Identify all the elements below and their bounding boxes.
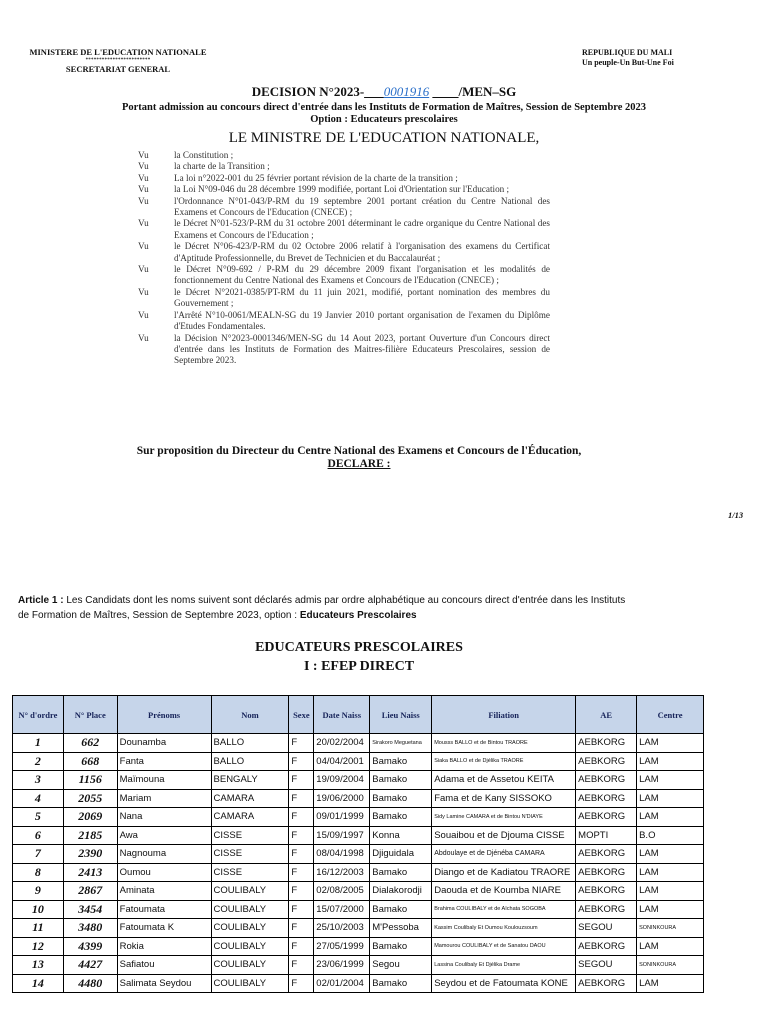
visa-text: le Décret N°09-692 / P-RM du 29 décembre 2009 fixant l'organisation et les modalités de fonctionnement du Centre National des Examens et Concours de l'Education (CNECE) ; xyxy=(174,264,550,286)
order-number-cell: 4 xyxy=(13,789,64,808)
section-subtitle: I : EFEP DIRECT xyxy=(303,659,415,674)
table-header-row xyxy=(13,696,704,734)
visa-text: la Loi N°09-046 du 28 décembre 1999 modifiée, portant Loi d'Orientation sur l'Education ; xyxy=(174,184,510,195)
decision-subtitle xyxy=(0,102,768,126)
table-row xyxy=(13,956,704,975)
visa-text: la charte de la Transition ; xyxy=(174,161,270,172)
place-number-cell: 3454 xyxy=(63,900,117,919)
parentage-cell: Souaibou et de Djouma CISSE xyxy=(432,826,576,845)
birth-date-cell: 02/08/2005 xyxy=(314,882,370,901)
sex-cell: F xyxy=(289,826,314,845)
birth-place-cell: Segou xyxy=(370,956,432,975)
last-name-cell: CISSE xyxy=(211,863,289,882)
republic-header xyxy=(582,48,722,68)
parentage-cell: Sidy Lamine CAMARA et de Bintou N'DIAYE xyxy=(432,808,576,827)
parentage-cell: Mamourou COULIBALY et de Sanatou DAOU xyxy=(432,937,576,956)
exam-center-cell: LAM xyxy=(637,863,704,882)
parentage-cell: Fama et de Kany SISSOKO xyxy=(432,789,576,808)
academy-cell: AEBKORG xyxy=(576,808,637,827)
column-header: Nom xyxy=(211,696,289,734)
last-name-cell: BENGALY xyxy=(211,771,289,790)
column-header: N° d'ordre xyxy=(13,696,64,734)
birth-date-cell: 16/12/2003 xyxy=(314,863,370,882)
visa-item xyxy=(138,218,550,241)
table-row xyxy=(13,771,704,790)
visa-key: Vu xyxy=(138,218,149,229)
table-row xyxy=(13,845,704,864)
academy-cell: AEBKORG xyxy=(576,771,637,790)
academy-cell: AEBKORG xyxy=(576,752,637,771)
place-number-cell: 2413 xyxy=(63,863,117,882)
place-number-cell: 2390 xyxy=(63,845,117,864)
column-header: N° Place xyxy=(63,696,117,734)
first-name-cell: Fatoumata xyxy=(117,900,211,919)
last-name-cell: CISSE xyxy=(211,826,289,845)
last-name-cell: COULIBALY xyxy=(211,900,289,919)
order-number-cell: 14 xyxy=(13,974,64,993)
visa-item xyxy=(138,196,550,219)
table-row xyxy=(13,826,704,845)
minister-title: LE MINISTRE DE L'EDUCATION NATIONALE, xyxy=(228,130,540,146)
birth-date-cell: 08/04/1998 xyxy=(314,845,370,864)
exam-center-cell: LAM xyxy=(637,937,704,956)
visa-item xyxy=(138,287,550,310)
birth-date-cell: 25/10/2003 xyxy=(314,919,370,938)
visa-item xyxy=(138,310,550,333)
first-name-cell: Nana xyxy=(117,808,211,827)
section-title: EDUCATEURS PRESCOLAIRES xyxy=(255,640,463,655)
parentage-cell: Daouda et de Koumba NIARE xyxy=(432,882,576,901)
first-name-cell: Salimata Seydou xyxy=(117,974,211,993)
last-name-cell: CAMARA xyxy=(211,789,289,808)
place-number-cell: 2055 xyxy=(63,789,117,808)
table-row xyxy=(13,863,704,882)
order-number-cell: 1 xyxy=(13,734,64,753)
birth-date-cell: 09/01/1999 xyxy=(314,808,370,827)
birth-place-cell: Bamako xyxy=(370,863,432,882)
decision-suffix: /MEN–SG xyxy=(458,84,517,99)
exam-center-cell: LAM xyxy=(637,808,704,827)
sex-cell: F xyxy=(289,771,314,790)
order-number-cell: 8 xyxy=(13,863,64,882)
visa-text: la Constitution ; xyxy=(174,150,234,160)
table-row xyxy=(13,937,704,956)
academy-cell: AEBKORG xyxy=(576,882,637,901)
decision-prefix: DECISION N°2023- xyxy=(251,84,365,99)
decision-number: 0001916 xyxy=(383,84,430,99)
last-name-cell: CAMARA xyxy=(211,808,289,827)
birth-place-cell: Bamako xyxy=(370,937,432,956)
article-1 xyxy=(18,593,628,623)
visa-text: le Décret N°06-423/P-RM du 02 Octobre 2006 relatif à l'organisation des examens du Certificat d'Aptitude Professionnelle, du Brevet de Technicien et du Baccalauréat ; xyxy=(174,241,550,263)
visa-text: le Décret N°01-523/P-RM du 31 octobre 2001 déterminant le cadre organique du Centre National des Examens et Concours de l'Education ; xyxy=(174,218,550,240)
birth-date-cell: 19/06/2000 xyxy=(314,789,370,808)
visa-item xyxy=(138,264,550,287)
ministry-name: MINISTERE DE L'EDUCATION NATIONALE xyxy=(29,47,207,57)
visa-text: la Décision N°2023-0001346/MEN-SG du 14 Aout 2023, portant Ouverture d'un Concours direct d'entrée dans les Instituts de Formation des Maitres-filière Educateurs Prescolaires, session de Septembre 2023. xyxy=(174,332,550,366)
visa-key: Vu xyxy=(138,161,149,172)
column-header: Date Naiss xyxy=(314,696,370,734)
visa-item xyxy=(138,333,550,367)
table-row xyxy=(13,974,704,993)
place-number-cell: 1156 xyxy=(63,771,117,790)
decision-blank-2: ____ xyxy=(432,84,459,99)
exam-center-cell: LAM xyxy=(637,882,704,901)
proposition-block xyxy=(0,445,718,471)
visa-key: Vu xyxy=(138,195,149,206)
republic-motto: Un peuple-Un But-Une Foi xyxy=(582,58,674,67)
sex-cell: F xyxy=(289,956,314,975)
last-name-cell: COULIBALY xyxy=(211,919,289,938)
sex-cell: F xyxy=(289,734,314,753)
order-number-cell: 2 xyxy=(13,752,64,771)
birth-place-cell: Bamako xyxy=(370,974,432,993)
birth-place-cell: Bamako xyxy=(370,771,432,790)
birth-date-cell: 15/09/1997 xyxy=(314,826,370,845)
first-name-cell: Fatoumata K xyxy=(117,919,211,938)
sex-cell: F xyxy=(289,900,314,919)
birth-place-cell: Bamako xyxy=(370,900,432,919)
article-text: Les Candidats dont les noms suivent sont déclarés admis par ordre alphabétique au concours direct d'entrée dans les Instituts de Formation de Maîtres, Session de Septembre 2023, option : xyxy=(18,595,626,621)
parentage-cell: Mousss BALLO et de Bintou TRAORE xyxy=(432,734,576,753)
article-option: Educateurs Prescolaires xyxy=(299,610,417,621)
first-name-cell: Awa xyxy=(117,826,211,845)
last-name-cell: BALLO xyxy=(211,734,289,753)
exam-center-cell: LAM xyxy=(637,789,704,808)
table-body xyxy=(13,734,704,993)
table-row xyxy=(13,919,704,938)
academy-cell: MOPTI xyxy=(576,826,637,845)
order-number-cell: 3 xyxy=(13,771,64,790)
order-number-cell: 11 xyxy=(13,919,64,938)
visa-key: Vu xyxy=(138,264,149,275)
exam-center-cell: SONINKOURA xyxy=(637,919,704,938)
republic-name: REPUBLIQUE DU MALI xyxy=(582,48,673,57)
academy-cell: AEBKORG xyxy=(576,734,637,753)
academy-cell: AEBKORG xyxy=(576,937,637,956)
order-number-cell: 7 xyxy=(13,845,64,864)
last-name-cell: BALLO xyxy=(211,752,289,771)
table-row xyxy=(13,789,704,808)
visa-key: Vu xyxy=(138,286,149,297)
birth-place-cell: Sirakoro Meguetana xyxy=(370,734,432,753)
birth-date-cell: 19/09/2004 xyxy=(314,771,370,790)
academy-cell: AEBKORG xyxy=(576,845,637,864)
sex-cell: F xyxy=(289,845,314,864)
visa-list xyxy=(138,150,550,367)
visa-key: Vu xyxy=(138,172,149,183)
birth-date-cell: 04/04/2001 xyxy=(314,752,370,771)
visa-item xyxy=(138,184,550,195)
sex-cell: F xyxy=(289,789,314,808)
decision-option: Option : Educateurs prescolaires xyxy=(310,114,458,125)
birth-place-cell: Bamako xyxy=(370,789,432,808)
table-row xyxy=(13,808,704,827)
sex-cell: F xyxy=(289,937,314,956)
last-name-cell: COULIBALY xyxy=(211,956,289,975)
table-row xyxy=(13,882,704,901)
exam-center-cell: B.O xyxy=(637,826,704,845)
first-name-cell: Maïmouna xyxy=(117,771,211,790)
table-row xyxy=(13,734,704,753)
secretariat-name: SECRETARIAT GENERAL xyxy=(65,64,171,74)
visa-key: Vu xyxy=(138,184,149,195)
academy-cell: AEBKORG xyxy=(576,900,637,919)
sex-cell: F xyxy=(289,808,314,827)
first-name-cell: Fanta xyxy=(117,752,211,771)
place-number-cell: 2069 xyxy=(63,808,117,827)
order-number-cell: 10 xyxy=(13,900,64,919)
parentage-cell: Brahima COULIBALY et de Aïchata SOGOBA xyxy=(432,900,576,919)
visa-item xyxy=(138,241,550,264)
first-name-cell: Oumou xyxy=(117,863,211,882)
sex-cell: F xyxy=(289,863,314,882)
visa-item xyxy=(138,173,550,184)
page-number: 1/13 xyxy=(728,510,744,520)
academy-cell: SEGOU xyxy=(576,919,637,938)
column-header: Sexe xyxy=(289,696,314,734)
place-number-cell: 662 xyxy=(63,734,117,753)
article-label: Article 1 : xyxy=(18,595,64,606)
parentage-cell: Lassina Coulibaly Et Djélika Drame xyxy=(432,956,576,975)
parentage-cell: Siaka BALLO et de Djélika TRAORE xyxy=(432,752,576,771)
first-name-cell: Aminata xyxy=(117,882,211,901)
birth-date-cell: 20/02/2004 xyxy=(314,734,370,753)
decision-title xyxy=(0,84,768,100)
sex-cell: F xyxy=(289,974,314,993)
parentage-cell: Seydou et de Fatoumata KONE xyxy=(432,974,576,993)
academy-cell: AEBKORG xyxy=(576,863,637,882)
parentage-cell: Adama et de Assetou KEITA xyxy=(432,771,576,790)
visa-key: Vu xyxy=(138,241,149,252)
order-number-cell: 12 xyxy=(13,937,64,956)
decision-blank-1: ___ xyxy=(364,84,384,99)
exam-center-cell: LAM xyxy=(637,752,704,771)
visa-key: Vu xyxy=(138,309,149,320)
first-name-cell: Dounamba xyxy=(117,734,211,753)
sex-cell: F xyxy=(289,752,314,771)
column-header: Lieu Naiss xyxy=(370,696,432,734)
decision-object: Portant admission au concours direct d'entrée dans les Instituts de Formation de Maîtres, Session de Septembre 2023 xyxy=(121,102,647,113)
first-name-cell: Safiatou xyxy=(117,956,211,975)
birth-place-cell: Dialakorodji xyxy=(370,882,432,901)
order-number-cell: 6 xyxy=(13,826,64,845)
column-header: Filiation xyxy=(432,696,576,734)
exam-center-cell: LAM xyxy=(637,900,704,919)
place-number-cell: 4427 xyxy=(63,956,117,975)
academy-cell: AEBKORG xyxy=(576,789,637,808)
birth-date-cell: 02/01/2004 xyxy=(314,974,370,993)
birth-place-cell: Bamako xyxy=(370,752,432,771)
table-row xyxy=(13,752,704,771)
parentage-cell: Kassim Coulibaly Et Oumou Koulouzsoum xyxy=(432,919,576,938)
column-header: Centre xyxy=(637,696,704,734)
first-name-cell: Rokia xyxy=(117,937,211,956)
last-name-cell: COULIBALY xyxy=(211,882,289,901)
ministry-header xyxy=(18,47,218,74)
birth-date-cell: 15/07/2000 xyxy=(314,900,370,919)
visa-item xyxy=(138,161,550,172)
order-number-cell: 9 xyxy=(13,882,64,901)
column-header: Prénoms xyxy=(117,696,211,734)
order-number-cell: 5 xyxy=(13,808,64,827)
parentage-cell: Diango et de Kadiatou TRAORE xyxy=(432,863,576,882)
birth-place-cell: Bamako xyxy=(370,808,432,827)
birth-date-cell: 27/05/1999 xyxy=(314,937,370,956)
visa-key: Vu xyxy=(138,332,149,343)
order-number-cell: 13 xyxy=(13,956,64,975)
birth-date-cell: 23/06/1999 xyxy=(314,956,370,975)
sex-cell: F xyxy=(289,882,314,901)
visa-text: La loi n°2022-001 du 25 février portant révision de la charte de la transition ; xyxy=(174,172,458,183)
sex-cell: F xyxy=(289,919,314,938)
academy-cell: SEGOU xyxy=(576,956,637,975)
visa-text: l'Arrêté N°10-0061/MEALN-SG du 19 Janvier 2010 portant organisation de l'examen du Diplôme d'Etudes Fondamentales. xyxy=(174,309,550,332)
place-number-cell: 2185 xyxy=(63,826,117,845)
section-heading xyxy=(0,638,718,676)
visa-text: le Décret N°2021-0385/PT-RM du 11 juin 2021, modifié, portant nomination des membres du Gouvernement ; xyxy=(174,286,550,309)
proposition-text: Sur proposition du Directeur du Centre National des Examens et Concours de l'Éducation, xyxy=(136,445,582,457)
place-number-cell: 4480 xyxy=(63,974,117,993)
exam-center-cell: LAM xyxy=(637,734,704,753)
birth-place-cell: Djiguidala xyxy=(370,845,432,864)
admitted-candidates-table xyxy=(12,695,704,993)
visa-key: Vu xyxy=(138,150,149,160)
visa-item xyxy=(138,150,550,161)
birth-place-cell: Konna xyxy=(370,826,432,845)
place-number-cell: 668 xyxy=(63,752,117,771)
place-number-cell: 4399 xyxy=(63,937,117,956)
last-name-cell: COULIBALY xyxy=(211,974,289,993)
place-number-cell: 3480 xyxy=(63,919,117,938)
academy-cell: AEBKORG xyxy=(576,974,637,993)
place-number-cell: 2867 xyxy=(63,882,117,901)
last-name-cell: COULIBALY xyxy=(211,937,289,956)
declare-label: DECLARE : xyxy=(327,458,391,470)
table-row xyxy=(13,900,704,919)
exam-center-cell: LAM xyxy=(637,845,704,864)
parentage-cell: Abdoulaye et de Djénéba CAMARA xyxy=(432,845,576,864)
birth-place-cell: M'Pessoba xyxy=(370,919,432,938)
visa-text: l'Ordonnance N°01-043/P-RM du 19 septembre 2001 portant création du Centre National des Examens et Concours de l'Education (CNECE) ; xyxy=(174,195,550,218)
exam-center-cell: LAM xyxy=(637,974,704,993)
first-name-cell: Nagnouma xyxy=(117,845,211,864)
first-name-cell: Mariam xyxy=(117,789,211,808)
last-name-cell: CISSE xyxy=(211,845,289,864)
exam-center-cell: LAM xyxy=(637,771,704,790)
ministry-stars: ************************ xyxy=(85,58,151,63)
column-header: AE xyxy=(576,696,637,734)
exam-center-cell: SONINKOURA xyxy=(637,956,704,975)
